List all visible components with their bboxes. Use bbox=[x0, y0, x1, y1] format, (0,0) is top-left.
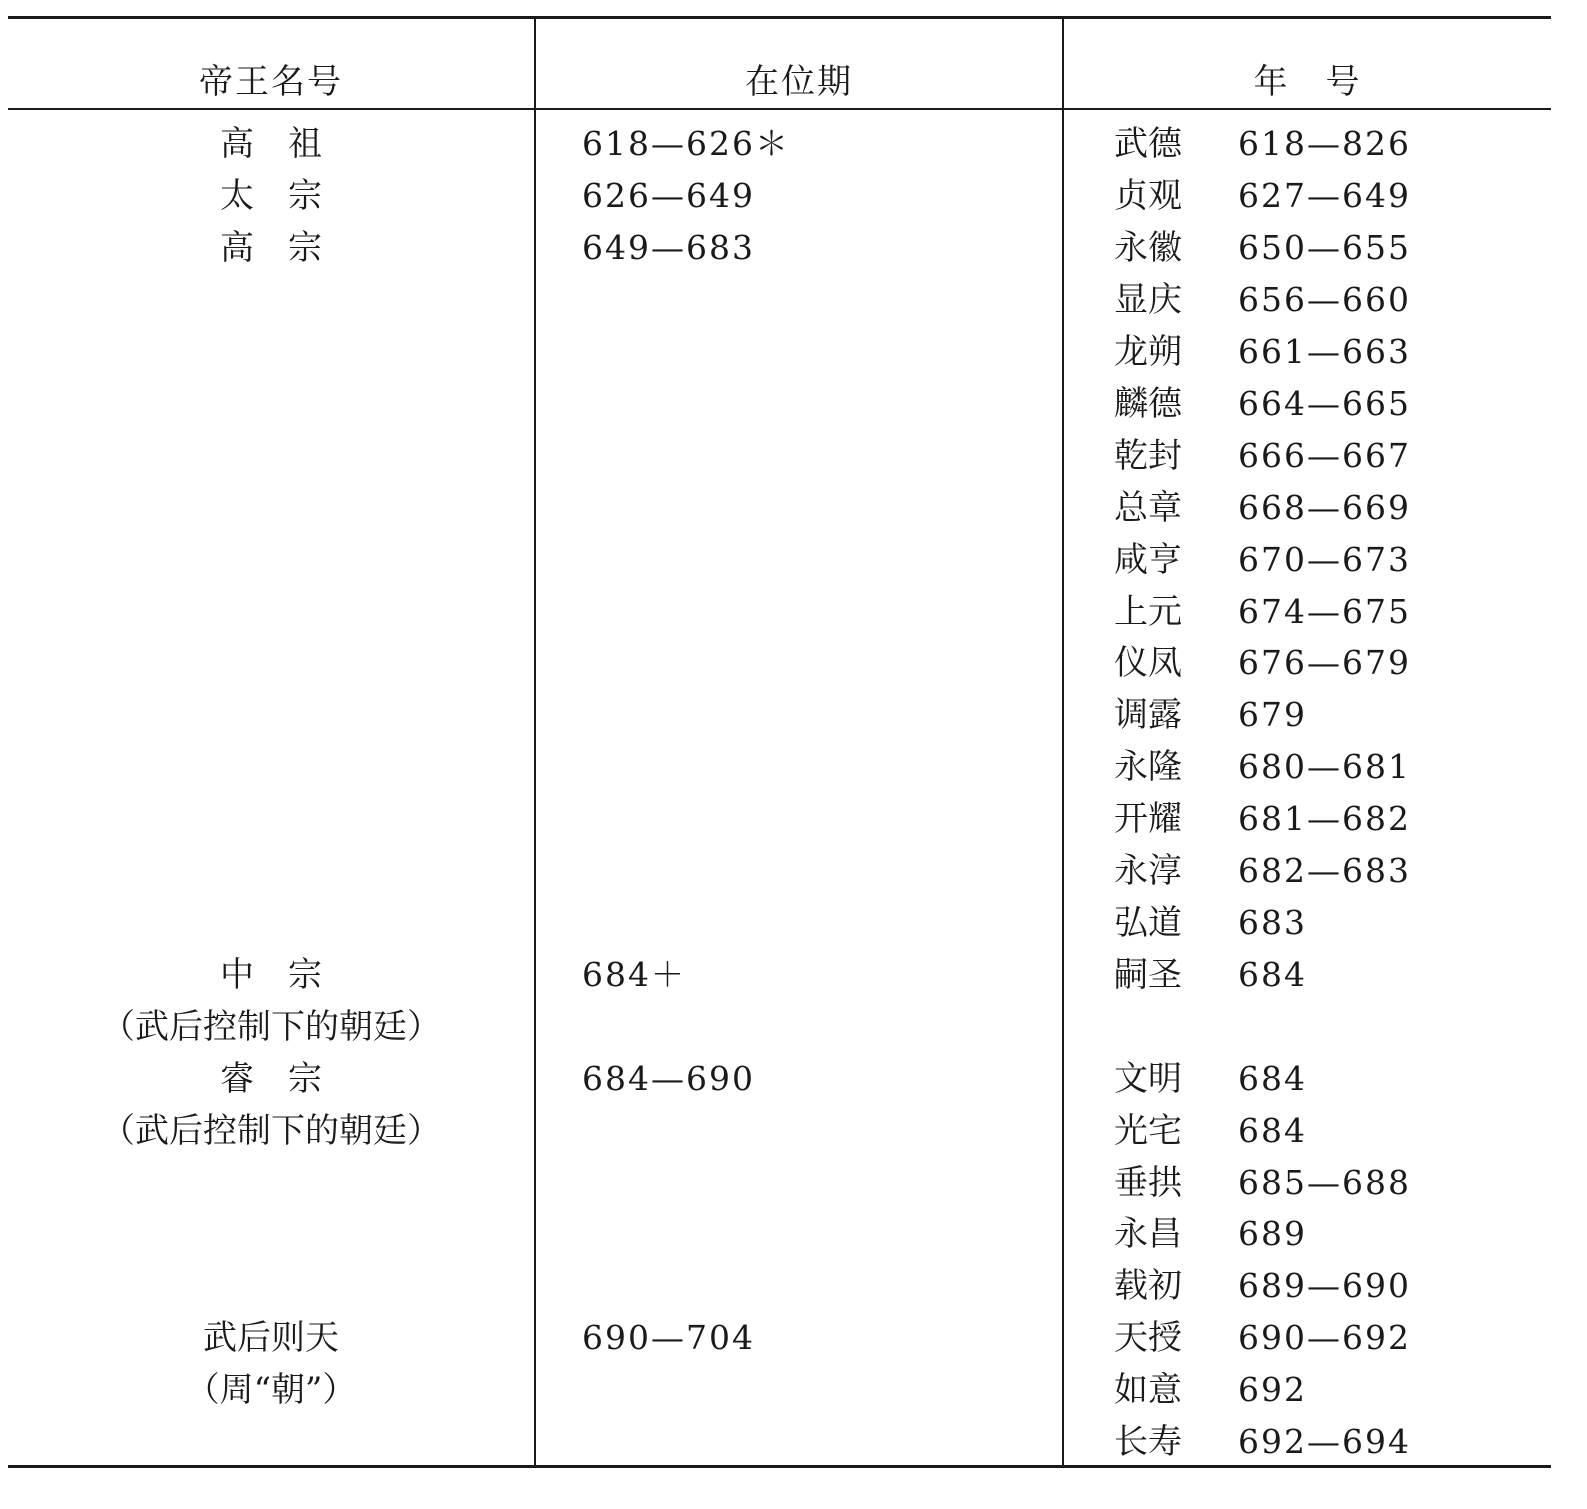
era-name: 显庆 bbox=[1114, 280, 1182, 320]
era-name: 总章 bbox=[1114, 488, 1182, 528]
era-name: 麟德 bbox=[1114, 384, 1182, 424]
era-name: 调露 bbox=[1114, 695, 1182, 735]
era-years: 684 bbox=[1238, 1111, 1307, 1150]
era-name: 上元 bbox=[1114, 592, 1182, 632]
era-years: 666—667 bbox=[1238, 436, 1411, 475]
era-name: 永隆 bbox=[1114, 747, 1182, 787]
era-years: 689—690 bbox=[1238, 1266, 1411, 1305]
era-years: 668—669 bbox=[1238, 488, 1411, 527]
era-name: 如意 bbox=[1114, 1370, 1182, 1410]
era-years: 692 bbox=[1238, 1370, 1307, 1409]
era-years: 679 bbox=[1238, 695, 1307, 734]
reign-period: 618—626＊ bbox=[582, 124, 790, 163]
header-ruler: 帝王名号 bbox=[199, 62, 343, 102]
era-name: 龙朔 bbox=[1114, 332, 1182, 372]
header-rule bbox=[8, 108, 1551, 110]
era-years: 670—673 bbox=[1238, 540, 1411, 579]
ruler-name: 武后则天 bbox=[203, 1318, 339, 1358]
era-name: 乾封 bbox=[1114, 436, 1182, 476]
era-name: 载初 bbox=[1114, 1266, 1182, 1306]
era-years: 674—675 bbox=[1238, 592, 1411, 631]
ruler-name: 太 宗 bbox=[220, 176, 322, 216]
reign-period: 626—649 bbox=[582, 176, 755, 215]
era-years: 685—688 bbox=[1238, 1163, 1411, 1202]
era-name: 文明 bbox=[1114, 1059, 1182, 1099]
ruler-note: （武后控制下的朝廷） bbox=[101, 1111, 441, 1151]
era-years: 681—682 bbox=[1238, 799, 1411, 838]
ruler-name: 中 宗 bbox=[220, 955, 322, 995]
ruler-name: 高 宗 bbox=[220, 228, 322, 268]
bottom-rule bbox=[8, 1465, 1551, 1468]
era-years: 689 bbox=[1238, 1214, 1307, 1253]
era-years: 656—660 bbox=[1238, 280, 1411, 319]
era-name: 开耀 bbox=[1114, 799, 1182, 839]
ruler-note: （周“朝”） bbox=[185, 1370, 357, 1410]
era-name: 嗣圣 bbox=[1114, 955, 1182, 995]
column-divider-1 bbox=[534, 18, 536, 1466]
era-name: 天授 bbox=[1114, 1318, 1182, 1358]
reign-period: 684—690 bbox=[582, 1059, 755, 1098]
era-years: 692—694 bbox=[1238, 1422, 1411, 1461]
ruler-note: （武后控制下的朝廷） bbox=[101, 1007, 441, 1047]
era-name: 永淳 bbox=[1114, 851, 1182, 891]
era-years: 650—655 bbox=[1238, 228, 1411, 267]
header-era: 年 号 bbox=[1253, 62, 1362, 102]
ruler-name: 睿 宗 bbox=[220, 1059, 322, 1099]
era-years: 661—663 bbox=[1238, 332, 1411, 371]
era-name: 武德 bbox=[1114, 124, 1182, 164]
era-name: 弘道 bbox=[1114, 903, 1182, 943]
header-reign: 在位期 bbox=[745, 62, 853, 102]
era-name: 咸亨 bbox=[1114, 540, 1182, 580]
column-divider-2 bbox=[1062, 18, 1064, 1466]
era-years: 627—649 bbox=[1238, 176, 1411, 215]
ruler-name: 高 祖 bbox=[220, 124, 322, 164]
era-years: 680—681 bbox=[1238, 747, 1411, 786]
era-years: 690—692 bbox=[1238, 1318, 1411, 1357]
era-years: 676—679 bbox=[1238, 643, 1411, 682]
era-name: 长寿 bbox=[1114, 1422, 1182, 1462]
reign-period: 684＋ bbox=[582, 955, 686, 994]
era-name: 贞观 bbox=[1114, 176, 1182, 216]
era-name: 仪凤 bbox=[1114, 643, 1182, 683]
era-name: 光宅 bbox=[1114, 1111, 1182, 1151]
era-name: 永徽 bbox=[1114, 228, 1182, 268]
era-years: 683 bbox=[1238, 903, 1307, 942]
era-name: 永昌 bbox=[1114, 1214, 1182, 1254]
era-years: 684 bbox=[1238, 955, 1307, 994]
reign-period: 649—683 bbox=[582, 228, 755, 267]
era-years: 664—665 bbox=[1238, 384, 1411, 423]
top-rule bbox=[8, 16, 1551, 19]
era-years: 618—826 bbox=[1238, 124, 1411, 163]
era-years: 682—683 bbox=[1238, 851, 1411, 890]
era-years: 684 bbox=[1238, 1059, 1307, 1098]
era-name: 垂拱 bbox=[1114, 1163, 1182, 1203]
reign-period: 690—704 bbox=[582, 1318, 755, 1357]
